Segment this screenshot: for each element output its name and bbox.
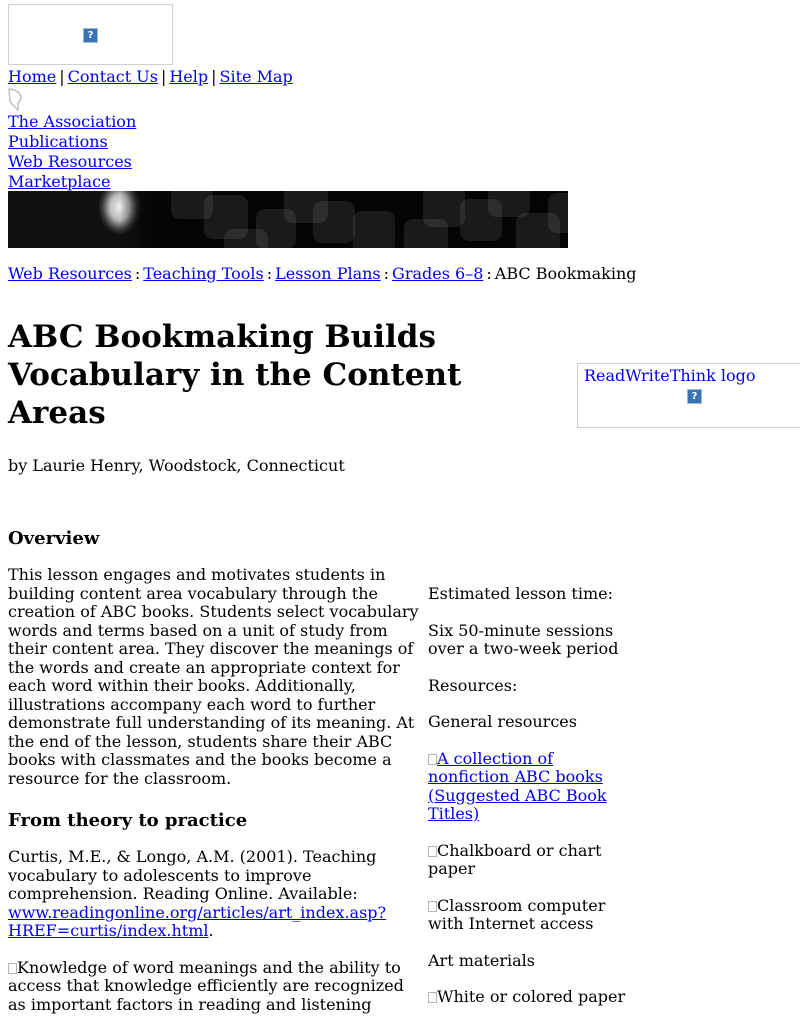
broken-image-icon: ?	[687, 389, 702, 404]
sidebar-item-web-resources[interactable]: Web Resources	[8, 152, 132, 171]
banner-square	[313, 201, 355, 243]
byline: by Laurie Henry, Woodstock, Connecticut	[8, 456, 345, 475]
resource-link-item	[428, 750, 628, 824]
breadcrumb-item-lesson-plans[interactable]: Lesson Plans	[275, 264, 381, 283]
header-banner-image	[8, 191, 568, 248]
breadcrumb-separator: :	[266, 264, 273, 283]
breadcrumb-separator: :	[486, 264, 492, 283]
missing-glyph-icon	[428, 846, 437, 857]
page-title: ABC Bookmaking Builds Vocabulary in the Content Areas	[8, 319, 462, 431]
breadcrumb-separator: :	[134, 264, 141, 283]
missing-glyph-icon	[428, 992, 437, 1003]
nav-site-map[interactable]: Site Map	[219, 67, 293, 86]
nav-contact-us[interactable]: Contact Us	[67, 67, 158, 86]
resource-link[interactable]: A collection of nonfiction ABC books (Suggested ABC Book Titles)	[428, 748, 607, 823]
material-item	[428, 842, 628, 879]
readwritethink-logo-placeholder[interactable]	[577, 363, 800, 428]
theory-citation	[8, 848, 422, 941]
page-curl-decoration	[6, 87, 28, 113]
missing-glyph-icon	[428, 901, 437, 912]
estimated-time-label: Estimated lesson time:	[428, 584, 613, 603]
material-label: Classroom computer with Internet access	[428, 895, 606, 933]
banner-classroom-photo	[8, 191, 158, 248]
breadcrumb-separator: :	[383, 264, 390, 283]
section-nav	[8, 112, 136, 192]
overview-heading: Overview	[8, 528, 100, 549]
general-resources-label: General resources	[428, 712, 577, 731]
material-label: Chalkboard or chart paper	[428, 840, 602, 878]
material-label: White or colored paper	[437, 987, 626, 1006]
nav-separator-2: |	[160, 67, 167, 86]
main-content-column	[8, 528, 422, 1032]
art-materials-label: Art materials	[428, 950, 535, 970]
theory-bullet-text: Knowledge of word meanings and the ability to access that knowledge efficiently are recognized as important factors in reading and listening	[8, 957, 404, 1014]
estimated-time-value: Six 50-minute sessions over a two-week period	[428, 620, 619, 658]
breadcrumb-item-grades-6-8[interactable]: Grades 6–8	[392, 264, 484, 283]
nav-separator-3: |	[211, 67, 217, 86]
nav-help[interactable]: Help	[169, 67, 209, 86]
citation-link[interactable]: www.readingonline.org/articles/art_index.asp?HREF=curtis/index.html	[8, 902, 387, 940]
utility-nav	[8, 66, 293, 88]
citation-period: .	[208, 921, 214, 940]
material-item	[428, 897, 628, 934]
theory-bullet	[8, 959, 422, 1015]
resources-label: Resources:	[428, 675, 518, 695]
breadcrumb-item-teaching-tools[interactable]: Teaching Tools	[143, 264, 264, 283]
breadcrumb-item-web-resources[interactable]: Web Resources	[8, 264, 132, 283]
sidebar-item-marketplace[interactable]: Marketplace	[8, 172, 111, 191]
sidebar-item-the-association[interactable]: The Association	[8, 112, 137, 131]
site-logo-placeholder[interactable]	[8, 4, 173, 65]
nav-separator-1: |	[59, 67, 65, 86]
overview-body: This lesson engages and motivates students in building content area vocabulary through the creation of ABC books. Students select vocabulary words and terms based on a unit of study from their content area. They discover the meanings of the words and create an appropriate context for each word within their books. Additionally, illustrations accompany each word to further demonstrate full understanding of its meaning. At the end of the lesson, students share their ABC books with classmates and the books become a resource for the classroom.	[8, 565, 419, 788]
theory-heading: From theory to practice	[8, 810, 248, 831]
breadcrumb-item-current: ABC Bookmaking	[494, 264, 637, 283]
citation-text: Curtis, M.E., & Longo, A.M. (2001). Teaching vocabulary to adolescents to improve comprehension. Reading Online. Available:	[8, 847, 377, 903]
broken-image-icon: ?	[83, 28, 98, 43]
missing-glyph-icon	[8, 963, 17, 974]
material-item	[428, 988, 628, 1007]
breadcrumb	[8, 264, 637, 283]
banner-square	[353, 211, 395, 248]
sidebar-item-publications[interactable]: Publications	[8, 132, 108, 151]
missing-glyph-icon	[428, 754, 437, 765]
readwritethink-logo-alt-text: ReadWriteThink logo	[584, 366, 756, 385]
banner-square	[423, 191, 465, 227]
sidebar-column	[428, 585, 628, 1025]
nav-home[interactable]: Home	[8, 67, 57, 86]
banner-square	[548, 193, 568, 233]
